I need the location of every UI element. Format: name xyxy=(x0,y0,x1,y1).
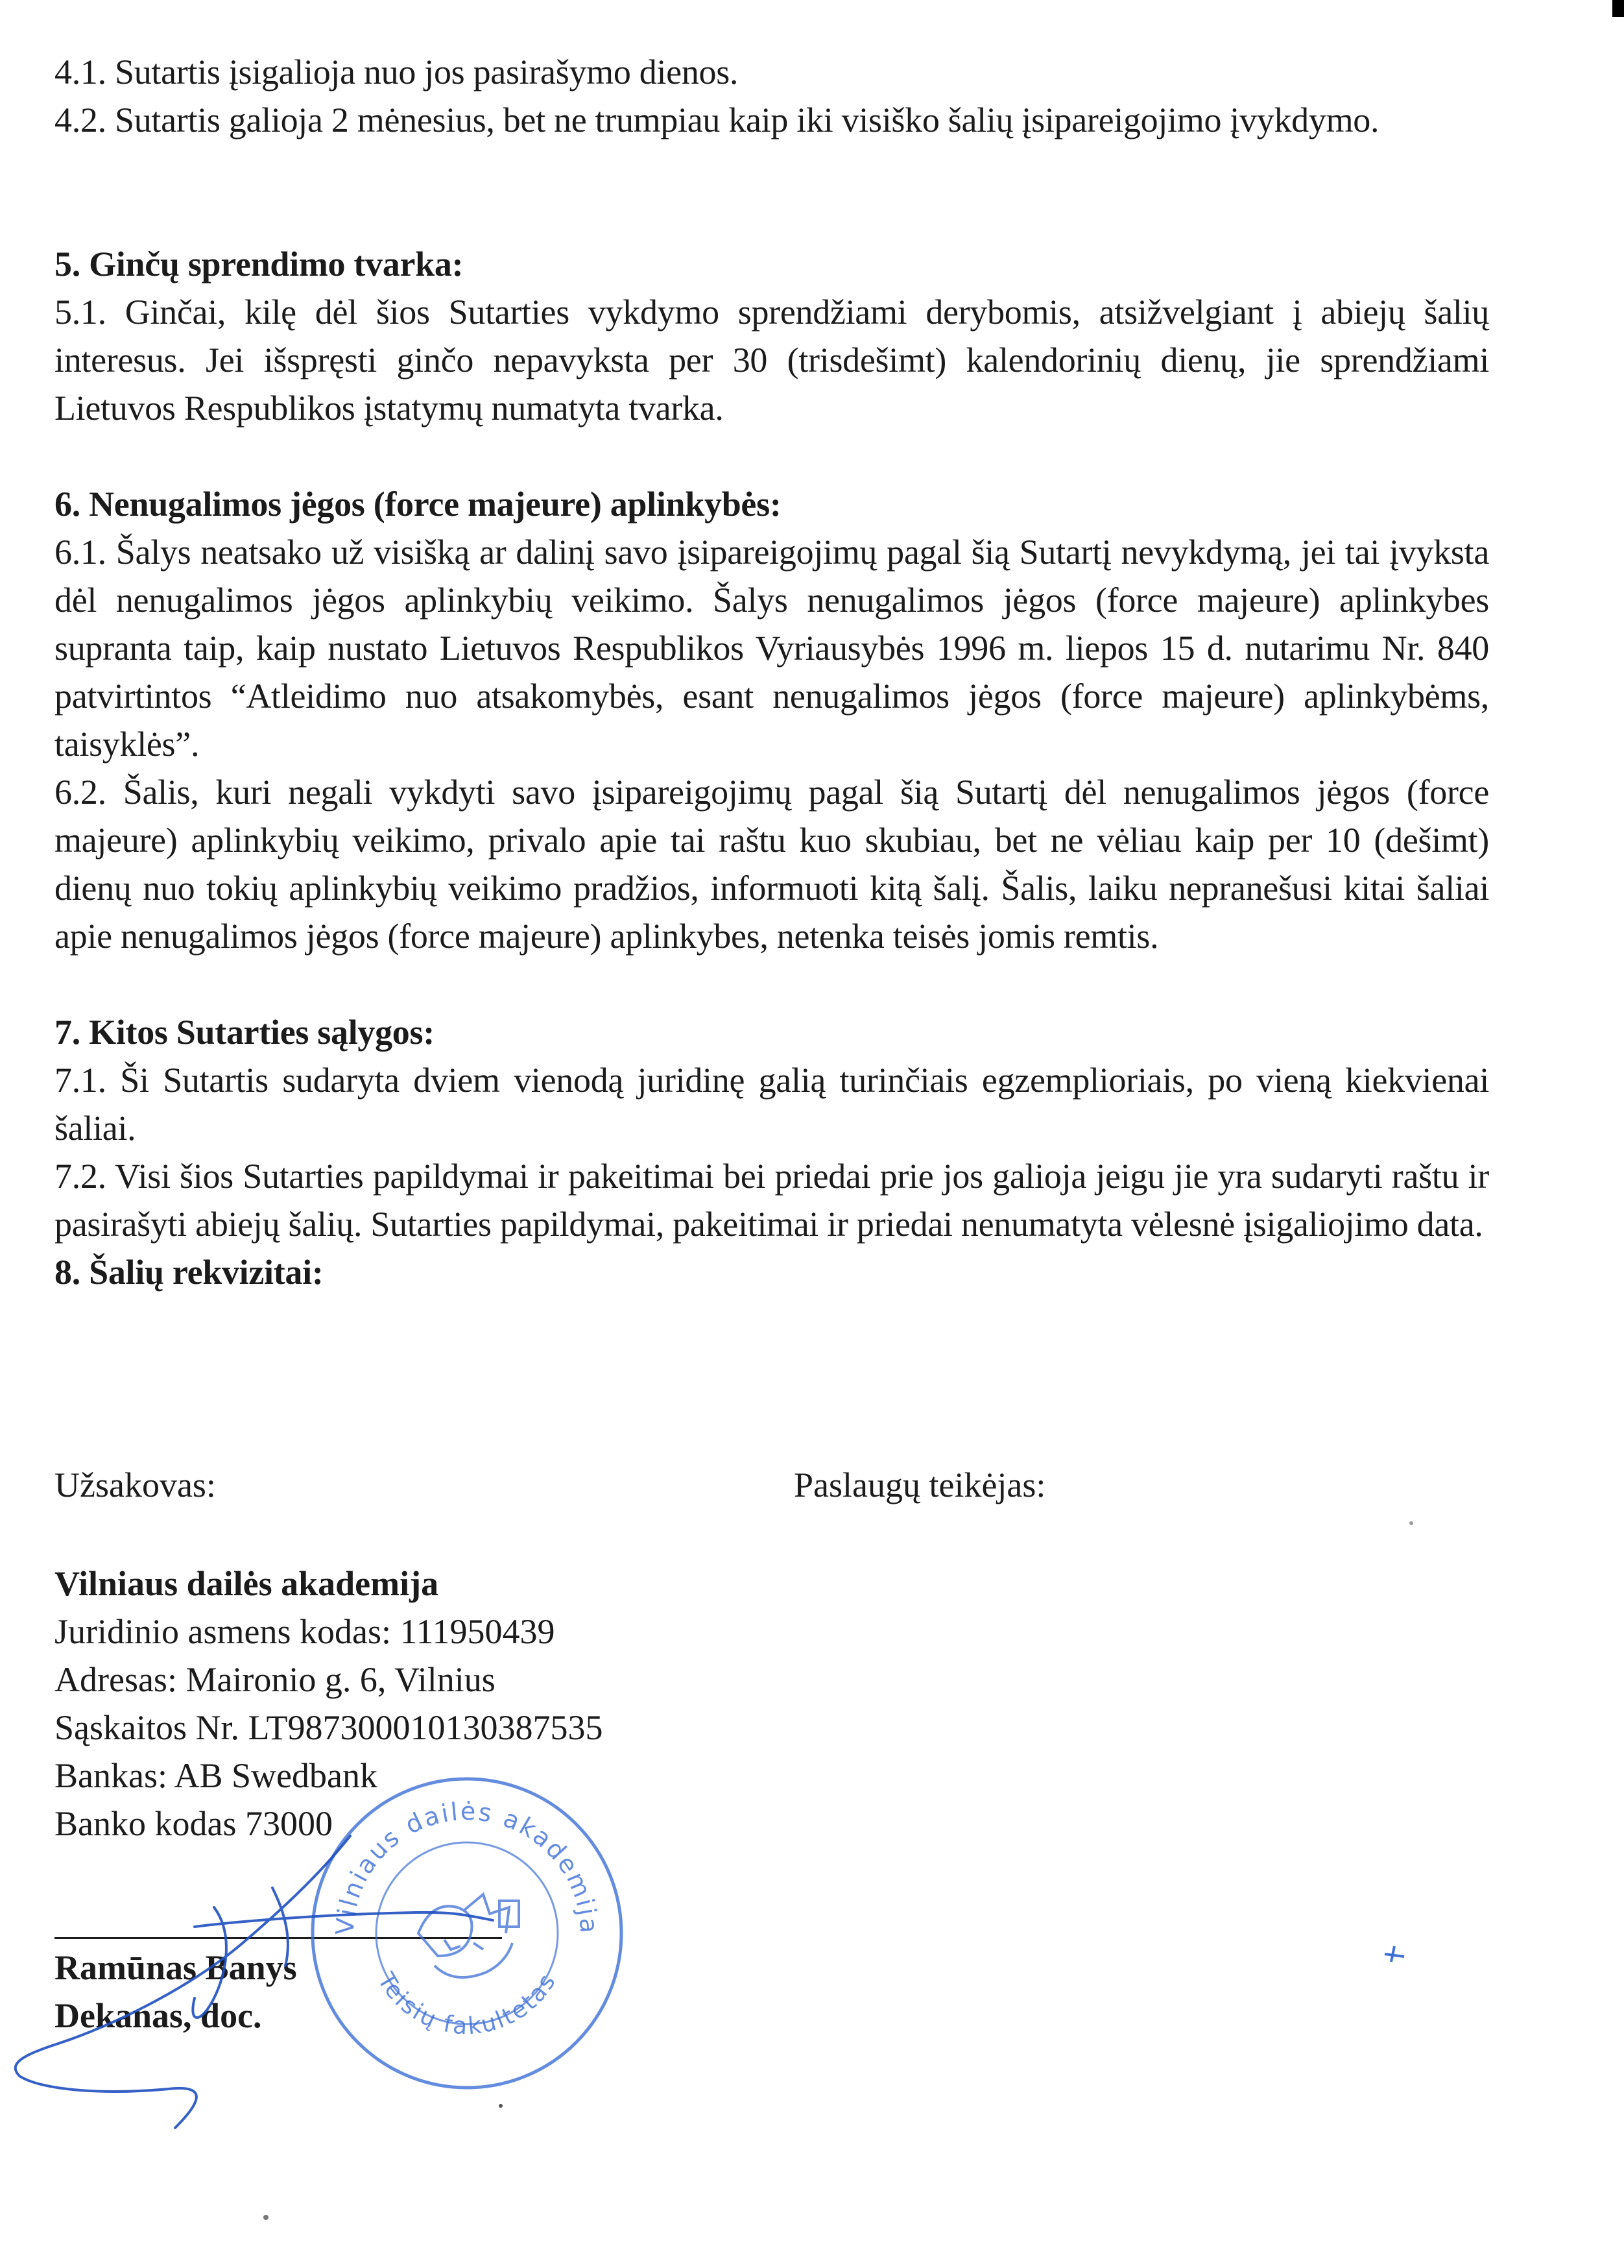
client-bank-code: Banko kodas 73000 xyxy=(54,1804,333,1843)
heading-force-majeure: 6. Nenugalimos jėgos (force majeure) aplinkybės: xyxy=(54,485,782,524)
client-bank: Bankas: AB Swedbank xyxy=(54,1756,377,1795)
clause-4-1: 4.1. Sutartis įsigalioja nuo jos pasirašymo dienos. xyxy=(54,53,739,91)
spacer xyxy=(54,144,1489,240)
client-address: Adresas: Maironio g. 6, Vilnius xyxy=(54,1660,496,1699)
clause-7-1: 7.1. Ši Sutartis sudaryta dviem vienodą juridinę galią turinčiais egzemplioriais, po vieną kiekvienai šaliai. xyxy=(54,1061,1489,1148)
client-name: Vilniaus dailės akademija xyxy=(54,1564,439,1603)
stamp-top-text: Vilniaus dailės akademija xyxy=(330,1796,604,1936)
signer-title: Dekanas, doc. xyxy=(54,1996,262,2035)
heading-other-terms: 7. Kitos Sutarties sąlygos: xyxy=(54,1013,435,1052)
handwritten-signature xyxy=(0,1829,532,2141)
heading-disputes: 5. Ginčų sprendimo tvarka: xyxy=(54,245,464,284)
clause-7-2: 7.2. Visi šios Sutarties papildymai ir pakeitimai bei priedai prie jos galioja jeigu jie yra sudaryti raštu ir pasirašyti abiejų šalių. Sutarties papildymai, pakeitimai ir priedai nenumatyta vėlesnė įsigaliojimo data. xyxy=(54,1157,1489,1244)
clause-6-2: 6.2. Šalis, kuri negali vykdyti savo įsipareigojimų pagal šią Sutartį dėl nenugalimos jėgos (force majeure) aplinkybių veikimo, privalo apie tai raštu kuo skubiau, bet ne vėliau kaip per 10 (dešimt) dienų nuo tokių aplinkybių veikimo pradžios, informuoti kitą šalį. Šalis, laiku nepranešusi kitai šaliai apie nenugalimos jėgos (force majeure) aplinkybes, netenka teisės jomis remtis. xyxy=(54,773,1489,956)
clause-4-2: 4.2. Sutartis galioja 2 mėnesius, bet ne trumpiau kaip iki visiško šalių įsipareigojimo įvykdymo. xyxy=(54,101,1379,139)
clause-5-1: 5.1. Ginčai, kilę dėl šios Sutarties vykdymo sprendžiami derybomis, atsižvelgiant į abiejų šalių interesus. Jei išspręsti ginčo nepavyksta per 30 (trisdešimt) kalendorinių dienų, jie sprendžiami Lietuvos Respublikos įstatymų numatyta tvarka. xyxy=(54,293,1489,428)
client-account: Sąskaitos Nr. LT987300010130387535 xyxy=(54,1708,603,1747)
spacer xyxy=(54,432,1489,480)
spacer xyxy=(54,960,1489,1008)
scan-corner-mark xyxy=(1612,0,1624,17)
stamp-bottom-text: Teisių fakultetas xyxy=(372,1968,562,2040)
heading-requisites: 8. Šalių rekvizitai: xyxy=(54,1253,324,1292)
client-label: Užsakovas: xyxy=(54,1466,216,1504)
clause-6-1: 6.1. Šalys neatsako už visišką ar dalinį savo įsipareigojimų pagal šią Sutartį nevykdymą, jei tai įvyksta dėl nenugalimos jėgos aplinkybių veikimo. Šalys nenugalimos jėgos (force majeure) aplinkybes supranta taip, kaip nustato Lietuvos Respublikos Vyriausybės 1996 m. liepos 15 d. nutarimu Nr. 840 patvirtintos “Atleidimo nuo atsakomybės, esant nenugalimos jėgos (force majeure) aplinkybėms, taisyklės”. xyxy=(54,533,1489,764)
signer-name: Ramūnas Banys xyxy=(54,1948,297,1987)
client-code: Juridinio asmens kodas: 111950439 xyxy=(54,1612,555,1651)
contract-body xyxy=(54,48,1489,1296)
provider-label: Paslaugų teikėjas: xyxy=(794,1466,1046,1504)
